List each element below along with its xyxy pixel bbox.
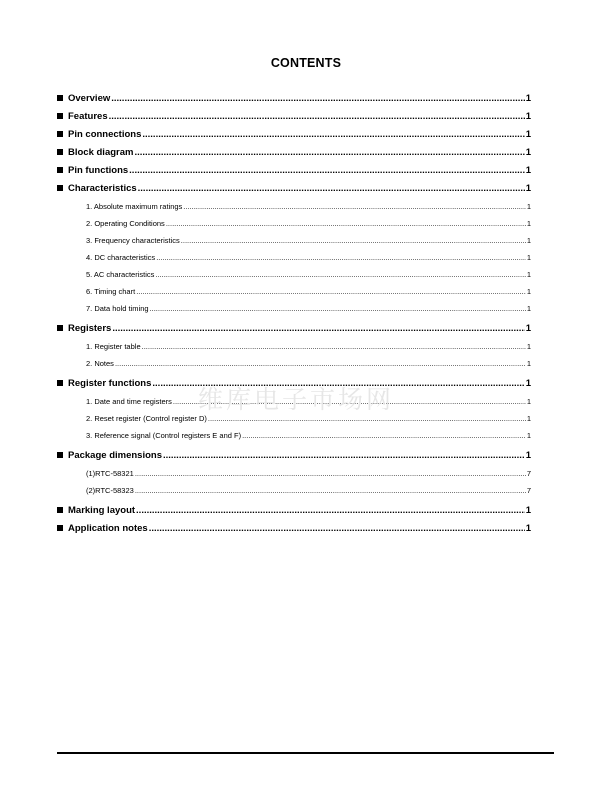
toc-subentry[interactable] — [57, 266, 531, 283]
toc-entry-registers[interactable] — [57, 320, 531, 338]
square-bullet-icon — [57, 149, 63, 155]
toc-entry-package-dimensions[interactable] — [57, 447, 531, 465]
toc-entry-pin-functions[interactable] — [57, 162, 531, 180]
toc-subentry-page: 1 — [526, 270, 531, 279]
toc-subentry-label: 2. Notes — [86, 359, 114, 368]
toc-subentry-page: 1 — [526, 431, 531, 440]
toc-subentry-label: 5. AC characteristics — [86, 270, 155, 279]
toc-entry-block-diagram[interactable] — [57, 144, 531, 162]
toc-subentry-label: 2. Operating Conditions — [86, 219, 165, 228]
dot-leader — [166, 215, 526, 232]
toc-subentry-label: 1. Register table — [86, 342, 141, 351]
toc-entry-page: 1 — [525, 93, 531, 104]
dot-leader — [111, 90, 524, 108]
square-bullet-icon — [57, 525, 63, 531]
dot-leader — [242, 427, 526, 444]
toc-subentry-page: 1 — [526, 414, 531, 423]
toc-subentry[interactable] — [57, 215, 531, 232]
dot-leader — [155, 266, 525, 283]
toc-entry-label: Marking layout — [68, 505, 136, 516]
toc-subentry-page: 1 — [526, 219, 531, 228]
dot-leader — [109, 108, 525, 126]
dot-leader — [115, 355, 526, 372]
dot-leader — [129, 162, 525, 180]
toc-entry-label: Block diagram — [68, 147, 134, 158]
toc-subentry[interactable] — [57, 427, 531, 444]
square-bullet-icon — [57, 95, 63, 101]
toc-entry-page: 1 — [525, 323, 531, 334]
toc-entry-overview[interactable] — [57, 90, 531, 108]
toc-entry-label: Characteristics — [68, 183, 137, 194]
toc-subentry[interactable] — [57, 300, 531, 317]
toc-entry-page: 1 — [525, 450, 531, 461]
toc-entry-marking-layout[interactable] — [57, 502, 531, 520]
toc-subentry-page: 1 — [526, 287, 531, 296]
toc-subentry-label: 6. Timing chart — [86, 287, 136, 296]
toc-entry-page: 1 — [525, 183, 531, 194]
toc-entry-label: Package dimensions — [68, 450, 162, 461]
toc-subentry-page: 1 — [526, 304, 531, 313]
toc-subentry-label: 7. Data hold timing — [86, 304, 149, 313]
toc-subentry[interactable] — [57, 338, 531, 355]
square-bullet-icon — [57, 452, 63, 458]
toc-subentry-page: 1 — [526, 236, 531, 245]
toc-entry-label: Application notes — [68, 523, 148, 534]
toc-subentry-label: (2)RTC-58323 — [86, 486, 134, 495]
dot-leader — [142, 126, 524, 144]
dot-leader — [112, 320, 524, 338]
toc-subentry[interactable] — [57, 465, 531, 482]
footer-rule — [57, 752, 554, 754]
toc-subentry[interactable] — [57, 283, 531, 300]
toc-entry-label: Overview — [68, 93, 111, 104]
toc-entry-features[interactable] — [57, 108, 531, 126]
toc-subentry-page: 7 — [526, 469, 531, 478]
dot-leader — [149, 520, 525, 538]
toc-subentry-page: 1 — [526, 202, 531, 211]
toc-entry-page: 1 — [525, 111, 531, 122]
dot-leader — [163, 447, 525, 465]
square-bullet-icon — [57, 131, 63, 137]
toc-entry-characteristics[interactable] — [57, 180, 531, 198]
dot-leader — [181, 232, 526, 249]
toc-subentry-page: 1 — [526, 253, 531, 262]
toc-entry-label: Features — [68, 111, 108, 122]
toc-entry-page: 1 — [525, 505, 531, 516]
toc-entry-page: 1 — [525, 147, 531, 158]
square-bullet-icon — [57, 507, 63, 513]
square-bullet-icon — [57, 113, 63, 119]
dot-leader — [136, 283, 526, 300]
toc-subentry-label: 3. Reference signal (Control registers E and F) — [86, 431, 242, 440]
table-of-contents — [57, 90, 531, 538]
toc-subentry-page: 1 — [526, 359, 531, 368]
dot-leader — [135, 482, 526, 499]
toc-entry-label: Pin functions — [68, 165, 129, 176]
toc-subentry-page: 7 — [526, 486, 531, 495]
toc-entry-pin-connections[interactable] — [57, 126, 531, 144]
toc-subentry-page: 1 — [526, 397, 531, 406]
toc-entry-label: Register functions — [68, 378, 152, 389]
toc-subentry-label: 3. Frequency characteristics — [86, 236, 180, 245]
toc-subentry-label: (1)RTC-58321 — [86, 469, 134, 478]
toc-subentry[interactable] — [57, 249, 531, 266]
square-bullet-icon — [57, 325, 63, 331]
toc-subentry[interactable] — [57, 198, 531, 215]
dot-leader — [138, 180, 525, 198]
square-bullet-icon — [57, 380, 63, 386]
square-bullet-icon — [57, 185, 63, 191]
toc-entry-page: 1 — [525, 523, 531, 534]
dot-leader — [183, 198, 526, 215]
dot-leader — [142, 338, 526, 355]
toc-subentry-page: 1 — [526, 342, 531, 351]
toc-entry-page: 1 — [525, 378, 531, 389]
toc-entry-label: Pin connections — [68, 129, 142, 140]
toc-entry-application-notes[interactable] — [57, 520, 531, 538]
square-bullet-icon — [57, 167, 63, 173]
dot-leader — [150, 300, 526, 317]
toc-subentry[interactable] — [57, 232, 531, 249]
toc-entry-page: 1 — [525, 129, 531, 140]
dot-leader — [135, 465, 526, 482]
toc-subentry[interactable] — [57, 355, 531, 372]
toc-subentry-label: 1. Date and time registers — [86, 397, 172, 406]
toc-subentry[interactable] — [57, 482, 531, 499]
toc-subentry-label: 2. Reset register (Control register D) — [86, 414, 207, 423]
toc-subentry-label: 1. Absolute maximum ratings — [86, 202, 183, 211]
toc-entry-page: 1 — [525, 165, 531, 176]
dot-leader — [156, 249, 526, 266]
watermark-text: 维库电子市场网 — [198, 385, 395, 414]
dot-leader — [136, 502, 525, 520]
toc-subentry-label: 4. DC characteristics — [86, 253, 156, 262]
toc-entry-label: Registers — [68, 323, 112, 334]
dot-leader — [134, 144, 524, 162]
page-title: CONTENTS — [270, 56, 342, 70]
